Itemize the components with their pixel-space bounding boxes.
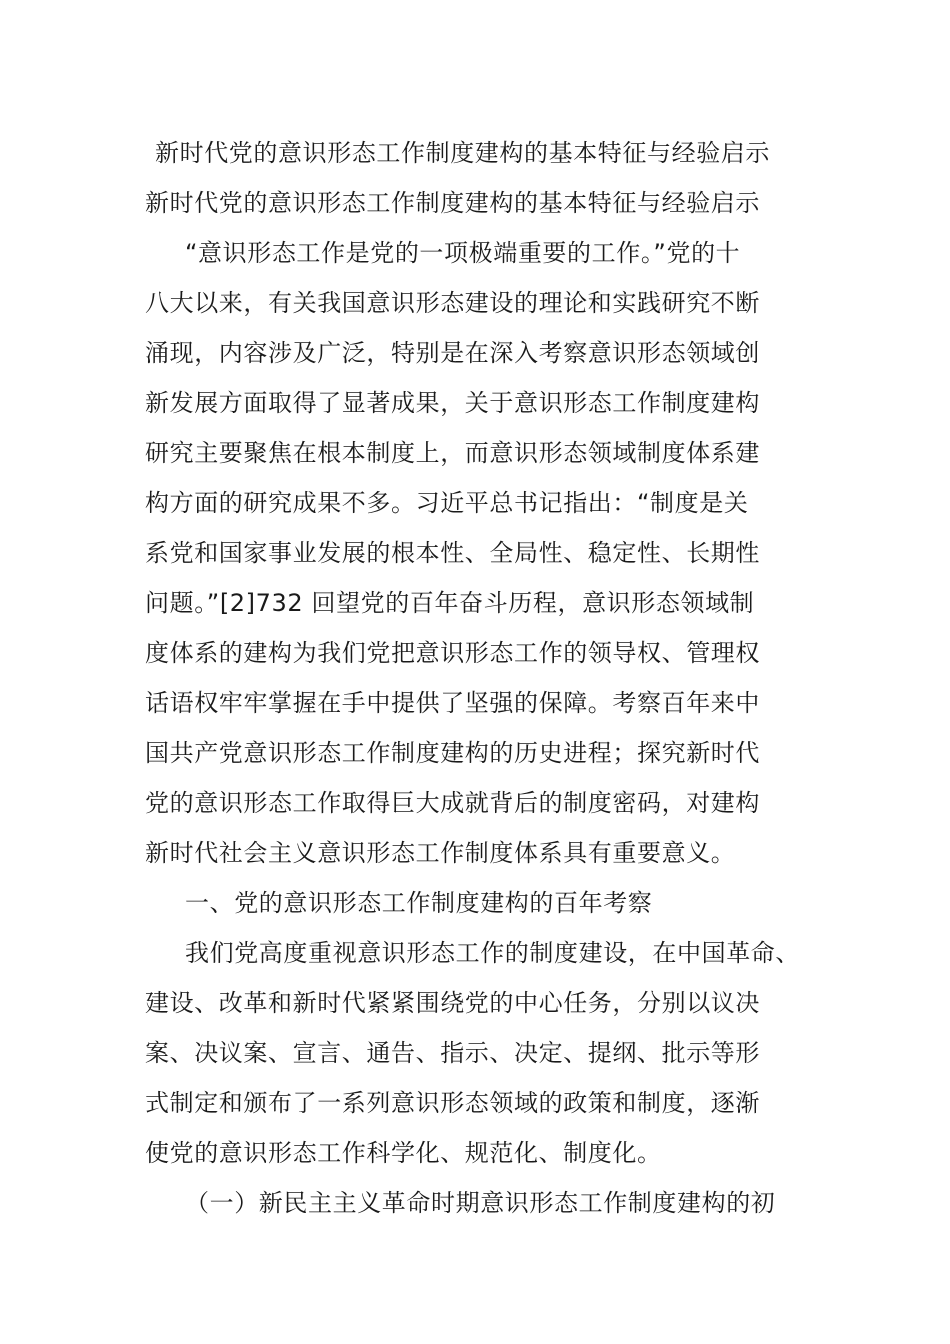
paragraph-line: 党的意识形态工作取得巨大成就背后的制度密码，对建构 [145,789,760,817]
paragraph-line: 新发展方面取得了显著成果，关于意识形态工作制度建构 [145,389,760,417]
paragraph-line: 式制定和颁布了一系列意识形态领域的政策和制度，逐渐 [145,1089,760,1117]
paragraph-line: 新时代社会主义意识形态工作制度体系具有重要意义。 [145,839,736,867]
paragraph-line: 使党的意识形态工作科学化、规范化、制度化。 [145,1139,662,1167]
paragraph-line: 案、决议案、宣言、通告、指示、决定、提纲、批示等形 [145,1039,760,1067]
paragraph-line: 涌现，内容涉及广泛，特别是在深入考察意识形态领域创 [145,339,760,367]
paragraph-line: 八大以来，有关我国意识形态建设的理论和实践研究不断 [145,289,760,317]
paragraph-line: 度体系的建构为我们党把意识形态工作的领导权、管理权 [145,639,760,667]
document-title: 新时代党的意识形态工作制度建构的基本特征与经验启示 [155,139,770,167]
section-heading: 一、党的意识形态工作制度建构的百年考察 [185,889,653,917]
paragraph-line: 构方面的研究成果不多。习近平总书记指出：“制度是关 [145,489,749,517]
paragraph-line: 研究主要聚焦在根本制度上，而意识形态领域制度体系建 [145,439,760,467]
paragraph-line: 建设、改革和新时代紧紧围绕党的中心任务，分别以议决 [145,989,760,1017]
paragraph-line: 话语权牢牢掌握在手中提供了坚强的保障。考察百年来中 [145,689,760,717]
paragraph-line: 国共产党意识形态工作制度建构的历史进程；探究新时代 [145,739,760,767]
paragraph-line: 系党和国家事业发展的根本性、全局性、稳定性、长期性 [145,539,760,567]
paragraph-line: “意识形态工作是党的一项极端重要的工作。”党的十 [185,239,741,267]
paragraph-line: 问题。”[2]732 回望党的百年奋斗历程，意识形态领域制 [145,589,755,617]
paragraph-line: 我们党高度重视意识形态工作的制度建设，在中国革命、 [185,939,800,967]
document-title-repeat: 新时代党的意识形态工作制度建构的基本特征与经验启示 [145,189,760,217]
subsection-heading: （一）新民主主义革命时期意识形态工作制度建构的初 [185,1189,776,1217]
